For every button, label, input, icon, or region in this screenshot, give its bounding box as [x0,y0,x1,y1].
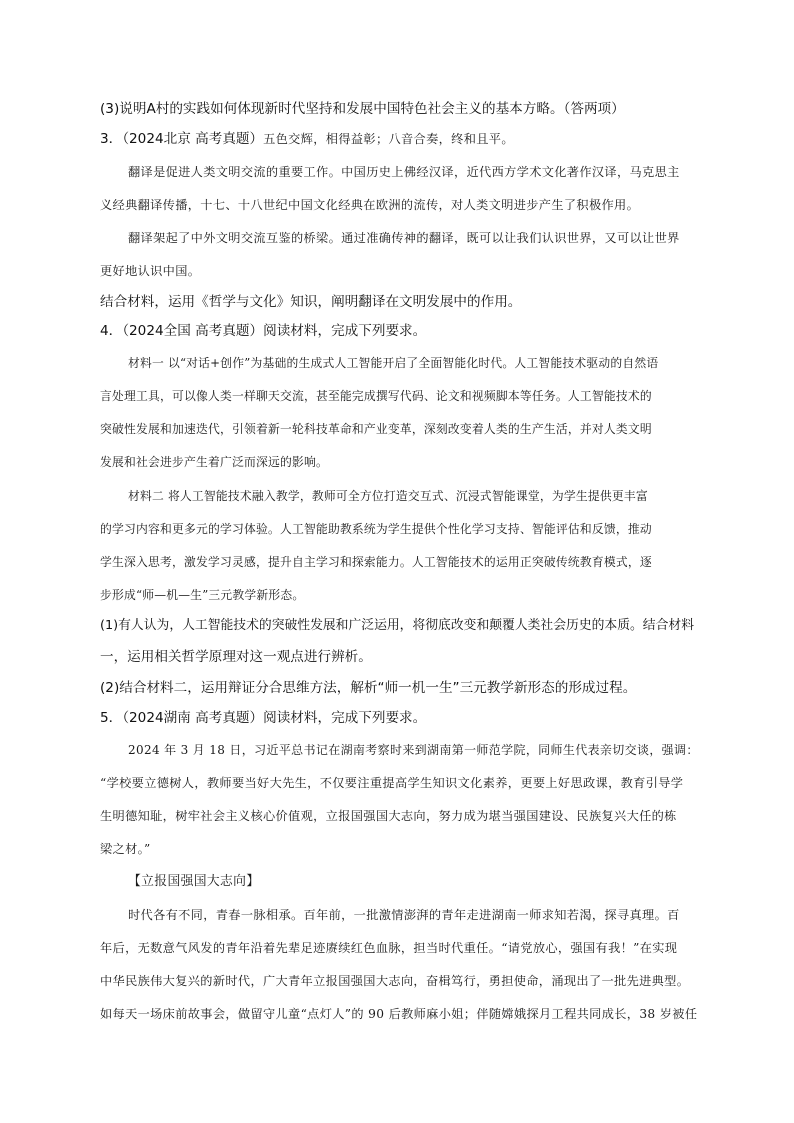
q5-intro-line1: 2024 年 3 月 18 日，习近平总书记在湖南考察时来到湖南第一师范学院，同师生代表亲切交谈，强调： [128,743,699,757]
q4-material2-line3: 学生深入思考，激发学习灵感，提升自主学习和探索能力。人工智能技术的运用正突破传统教育模式，逐 [100,555,652,569]
q4-material1-line2: 言处理工具，可以像人类一样聊天交流，甚至能完成撰写代码、论文和视频脚本等任务。人工智能技术的 [100,389,652,403]
q5-body-line4: 如每天一场床前故事会，做留守儿童“点灯人”的 90 后教师麻小姐；伴随嫦娥探月工程共同成长，38 岁被任 [100,1007,698,1021]
q4-material1-line3: 突破性发展和加速迭代，引领着新一轮科技革命和产业变革，深刻改变着人类的生产生活，并对人类文明 [100,422,652,436]
q3-header [100,130,514,148]
q4-header: 4．（2024全国 高考真题）阅读材料，完成下列要求。 [100,323,427,339]
q4-material1-line1: 材料一 以“对话+创作”为基础的生成式人工智能开启了全面智能化时代。人工智能技术驱动的自然语 [128,356,659,370]
q4-material2-line2: 的学习内容和更多元的学习体验。人工智能助教系统为学生提供个性化学习支持、智能评估和反馈，推动 [100,522,652,536]
q4-subquestion-1-line2: 一，运用相关哲学原理对这一观点进行辨析。 [100,649,372,665]
q5-section-title: 【立报国强国大志向】 [128,874,260,889]
q5-header: 5．（2024湖南 高考真题）阅读材料，完成下列要求。 [100,710,427,726]
q5-body-line2: 年后，无数意气风发的青年沿着先辈足迹赓续红色血脉，担当时代重任。“请党放心，强国有我！”在实现 [100,941,678,955]
q3-material-p1-line2: 义经典翻译传播，十七、十八世纪中国文化经典在欧洲的流传，对人类文明进步产生了积极作用。 [100,198,640,212]
q3-subquestion-3: (3)说明A村的实践如何体现新时代坚持和发展中国特色社会主义的基本方略。（答两项） [100,101,625,117]
q3-task: 结合材料，运用《哲学与文化》知识，阐明翻译在文明发展中的作用。 [100,294,522,310]
q3-material-p2-line2: 更好地认识中国。 [100,264,201,278]
q5-body-line1: 时代各有不同，青春一脉相承。百年前，一批激情澎湃的青年走进湖南一师求知若渴，探寻真理。百 [128,908,680,922]
q3-header-source: 3．（2024北京 高考真题） [100,131,264,147]
q4-subquestion-1-line1: (1)有人认为，人工智能技术的突破性发展和广泛运用，将彻底改变和颠覆人类社会历史的本质。结合材料 [100,618,694,633]
q4-material2-line4: 步形成“师—机—生”三元教学新形态。 [100,588,305,602]
q5-body-line3: 中华民族伟大复兴的新时代，广大青年立报国强国大志向，奋楫笃行，勇担使命，涌现出了一批先进典型。 [100,974,690,988]
q3-material-p1-line1: 翻译是促进人类文明交流的重要工作。中国历史上佛经汉译，近代西方学术文化著作汉译，马克思主 [128,165,680,179]
q5-intro-line3: 生明德知耻，树牢社会主义核心价值观，立报国强国大志向，努力成为堪当强国建设、民族复兴大任的栋 [100,809,677,823]
q5-intro-line2: “学校要立德树人，教师要当好大先生，不仅要注重提高学生知识文化素养，更要上好思政课，教育引导学 [100,776,684,790]
q5-intro-line4: 梁之材。” [100,842,151,856]
q4-material2-line1: 材料二 将人工智能技术融入教学，教师可全方位打造交互式、沉浸式智能课堂，为学生提供更丰富 [128,489,648,503]
q4-subquestion-2: (2)结合材料二，运用辩证分合思维方法，解析“师一机一生”三元教学新形态的形成过程。 [100,680,637,696]
q3-material-p2-line1: 翻译架起了中外文明交流互鉴的桥梁。通过准确传神的翻译，既可以让我们认识世界，又可以让世界 [128,231,680,245]
q4-material1-line4: 发展和社会进步产生着广泛而深远的影响。 [100,455,328,469]
q3-header-quote: 五色交辉，相得益彰；八音合奏，终和且平。 [263,132,514,146]
